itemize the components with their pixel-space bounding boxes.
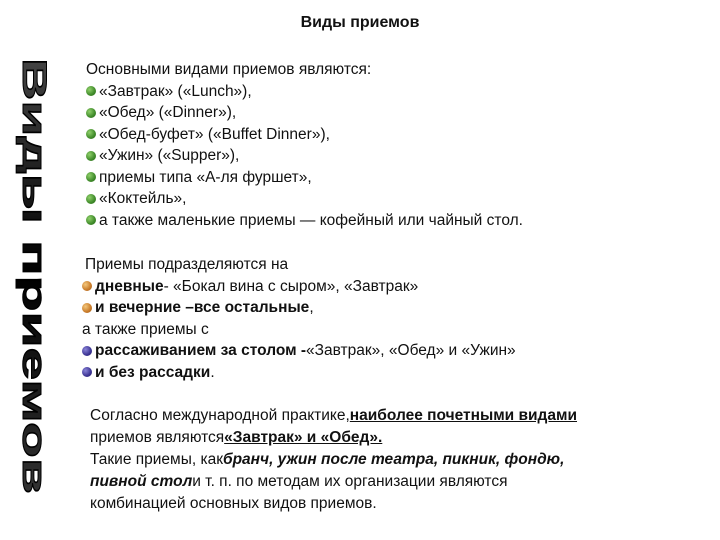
section-main-types (86, 59, 523, 231)
list-item: «Обед» («Dinner»), (86, 102, 523, 124)
green-bullet-icon (86, 86, 96, 96)
section2-also: а также приемы с (82, 320, 209, 338)
list-item: «Коктейль», (86, 188, 523, 210)
paragraph-line: Такие приемы, как бранч, ужин после театра, пикник, фондю, (90, 451, 565, 468)
orange-bullet-icon (82, 303, 92, 313)
paragraph-line: Согласно международной практике, наиболее почетными видами (90, 407, 578, 424)
green-bullet-icon (86, 215, 96, 225)
vertical-title-text: Виды приемов (15, 58, 53, 311)
list-item: и без рассадки . (82, 362, 516, 384)
list-item: а также маленькие приемы — кофейный или чайный стол. (86, 210, 523, 232)
list-item: и вечерние –все остальные , (82, 297, 516, 319)
green-bullet-icon (86, 108, 96, 118)
list-item: дневные - «Бокал вина с сыром», «Завтрак» (82, 276, 516, 298)
paragraph-line: пивной стол и т. п. по методам их организации являются (90, 473, 508, 490)
purple-bullet-icon (82, 367, 92, 377)
slide-title: Виды приемов (300, 14, 420, 31)
vertical-side-title (15, 58, 53, 498)
green-bullet-icon (86, 129, 96, 139)
list-item: «Обед-буфет» («Buffet Dinner»), (86, 124, 523, 146)
list-item: «Ужин» («Supper»), (86, 145, 523, 167)
section-practice (90, 405, 690, 515)
list-item: рассаживанием за столом - «Завтрак», «Обед» и «Ужин» (82, 340, 516, 362)
green-bullet-icon (86, 194, 96, 204)
paragraph-line: приемов являются «Завтрак» и «Обед». (90, 429, 383, 446)
list-item: приемы типа «А-ля фуршет», (86, 167, 523, 189)
green-bullet-icon (86, 172, 96, 182)
purple-bullet-icon (82, 346, 92, 356)
section1-intro: Основными видами приемов являются: (86, 61, 372, 78)
section-classification (82, 254, 516, 383)
section2-intro: Приемы подразделяются на (85, 256, 289, 273)
orange-bullet-icon (82, 281, 92, 291)
list-item: «Завтрак» («Lunch»), (86, 81, 523, 103)
paragraph-line: комбинацией основных видов приемов. (90, 495, 377, 512)
green-bullet-icon (86, 151, 96, 161)
